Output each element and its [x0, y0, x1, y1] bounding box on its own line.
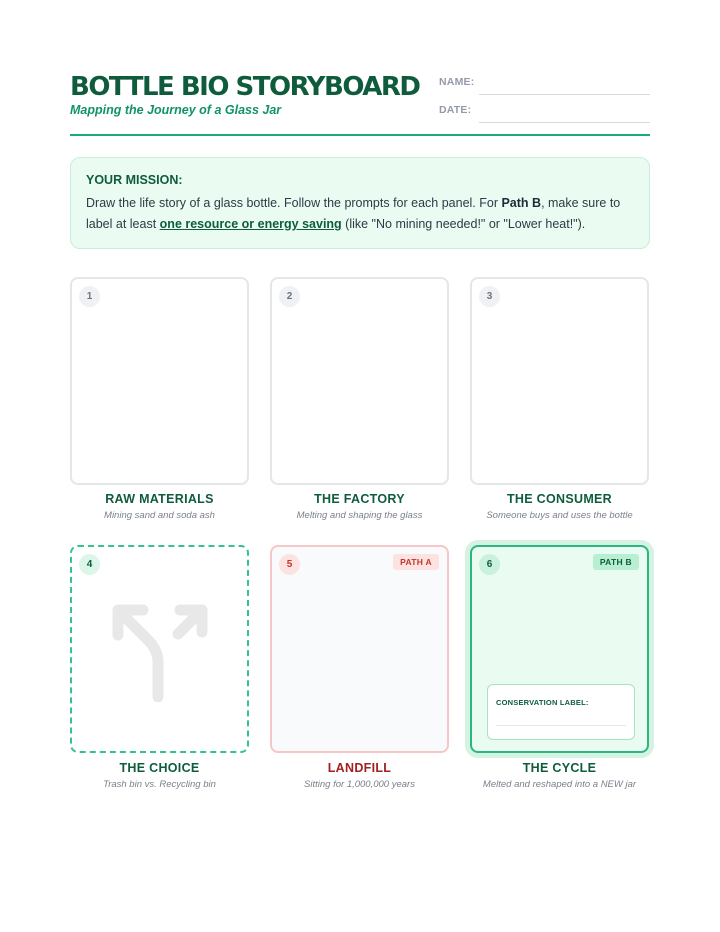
conservation-label-box[interactable]: [487, 684, 635, 740]
caption-cycle: [470, 761, 649, 790]
path-a-badge: PATH A: [393, 554, 439, 570]
conservation-line: [496, 725, 626, 726]
panel-number: 4: [79, 554, 100, 575]
path-b-badge: PATH B: [593, 554, 639, 570]
mission-text-2: , make sure to label at least: [86, 196, 621, 231]
fork-arrow-icon: [110, 602, 210, 702]
mission-text-1: Draw the life story of a glass bottle. Follow the prompts for each panel. For: [86, 196, 502, 210]
panel-subtitle: Trash bin vs. Recycling bin: [103, 779, 216, 790]
conservation-label: CONSERVATION LABEL:: [496, 698, 589, 707]
panel-subtitle: Melted and reshaped into a NEW jar: [482, 779, 637, 790]
panel-subtitle: Sitting for 1,000,000 years: [304, 779, 415, 790]
panel-title: THE CHOICE: [119, 761, 200, 775]
caption-factory: [270, 492, 449, 521]
panel-raw-materials[interactable]: [70, 277, 249, 485]
panel-landfill[interactable]: [270, 545, 449, 753]
caption-consumer: [470, 492, 649, 521]
mission-highlight: one resource or energy saving: [159, 217, 342, 231]
panel-cycle[interactable]: [470, 545, 649, 753]
panel-subtitle: Melting and shaping the glass: [296, 510, 423, 521]
date-line: [479, 122, 650, 123]
panel-choice[interactable]: [70, 545, 249, 753]
mission-box: [70, 157, 650, 249]
panel-number: 2: [279, 286, 300, 307]
panel-subtitle: Someone buys and uses the bottle: [486, 510, 633, 521]
caption-choice: [70, 761, 249, 790]
name-line: [479, 94, 650, 95]
panel-number: 5: [279, 554, 300, 575]
panel-number: 6: [479, 554, 500, 575]
page-title: BOTTLE BIO STORYBOARD: [70, 72, 420, 102]
mission-text: [86, 193, 631, 235]
panel-consumer[interactable]: [470, 277, 649, 485]
panel-factory[interactable]: [270, 277, 449, 485]
mission-text-3: (like "No mining needed!" or "Lower heat!").: [341, 217, 586, 231]
mission-path-b: Path B: [501, 196, 542, 210]
panel-title: RAW MATERIALS: [105, 492, 214, 506]
panel-title: LANDFILL: [327, 761, 392, 775]
page-subtitle: Mapping the Journey of a Glass Jar: [70, 103, 282, 117]
panel-title: THE FACTORY: [314, 492, 405, 506]
date-label: DATE:: [439, 104, 472, 116]
caption-landfill: [270, 761, 449, 790]
caption-raw-materials: [70, 492, 249, 521]
name-field[interactable]: [439, 74, 650, 96]
panel-title: THE CYCLE: [522, 761, 597, 775]
panel-subtitle: Mining sand and soda ash: [104, 510, 215, 521]
worksheet-header: [70, 70, 650, 136]
mission-title: YOUR MISSION:: [86, 173, 183, 187]
name-label: NAME:: [439, 76, 475, 88]
panel-number: 1: [79, 286, 100, 307]
panel-title: THE CONSUMER: [507, 492, 612, 506]
date-field[interactable]: [439, 102, 650, 124]
panel-number: 3: [479, 286, 500, 307]
